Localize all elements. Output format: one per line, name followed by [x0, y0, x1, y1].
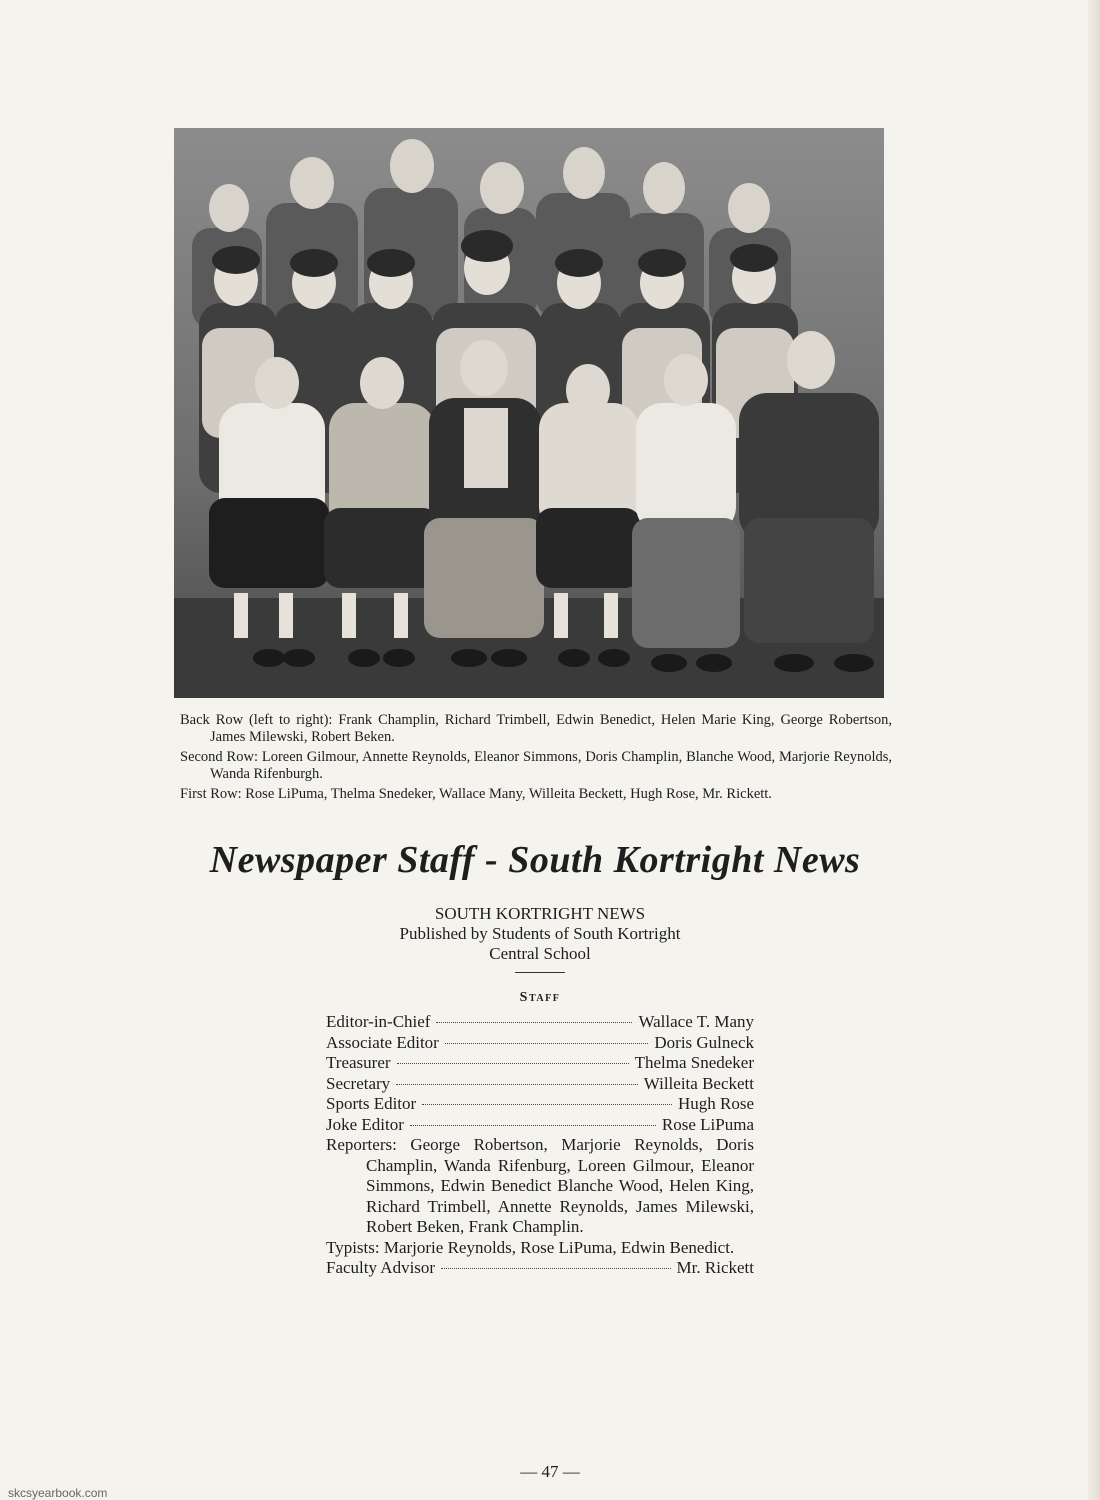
staff-role: Treasurer	[326, 1053, 391, 1072]
staff-role: Joke Editor	[326, 1114, 404, 1134]
footer-ornament-right: ––	[558, 1462, 580, 1481]
page-edge	[1088, 0, 1100, 1500]
staff-row	[326, 1012, 754, 1033]
staff-heading: Staff	[519, 990, 561, 1005]
staff-row	[326, 1074, 754, 1095]
group-photo	[174, 128, 884, 698]
leader-dots	[441, 1267, 670, 1269]
leader-dots	[445, 1042, 649, 1044]
staff-name: Rose LiPuma	[661, 1114, 754, 1134]
staff-row	[326, 1115, 754, 1136]
page-number-value: 47	[541, 1462, 559, 1481]
leader-dots	[397, 1062, 629, 1064]
staff-role: Sports Editor	[326, 1094, 417, 1113]
staff-row	[326, 1033, 754, 1054]
group-photo-illustration	[174, 128, 884, 698]
leader-dots	[396, 1083, 638, 1085]
footer-ornament-left: ––	[520, 1462, 542, 1481]
staff-role: Associate Editor	[326, 1032, 439, 1052]
leader-dots	[436, 1021, 632, 1023]
publication-block	[300, 904, 780, 979]
publication-line-2: Central School	[489, 944, 591, 963]
staff-list	[326, 1012, 754, 1279]
leader-dots	[422, 1103, 672, 1105]
photo-caption	[180, 712, 892, 806]
staff-name: Mr. Rickett	[676, 1258, 754, 1277]
staff-role: Editor-in-Chief	[326, 1012, 431, 1031]
staff-name: Hugh Rose	[677, 1094, 754, 1113]
staff-role: Secretary	[326, 1073, 391, 1093]
page-title: Newspaper Staff - South Kortright News	[209, 839, 861, 881]
publication-name: SOUTH KORTRIGHT NEWS	[434, 904, 646, 923]
caption-back-row: Back Row (left to right): Frank Champlin, Richard Trimbell, Edwin Benedict, Helen Marie King, George Robertson, James Milewski, Robert Beken.	[180, 712, 892, 745]
reporters-list: Reporters: George Robertson, Marjorie Reynolds, Doris Champlin, Wanda Rifenburg, Loreen Gilmour, Eleanor Simmons, Edwin Benedict Blanche Wood, Helen King, Richard Trimbell, Annette Reynolds, James Milewski, Robert Beken, Frank Champlin.	[326, 1135, 754, 1236]
staff-name: Doris Gulneck	[654, 1032, 754, 1052]
staff-name: Thelma Snedeker	[634, 1053, 754, 1072]
staff-row	[326, 1094, 754, 1115]
staff-row-advisor	[326, 1258, 754, 1279]
staff-row	[326, 1053, 754, 1074]
caption-first-row: First Row: Rose LiPuma, Thelma Snedeker, Wallace Many, Willeita Beckett, Hugh Rose, Mr. Rickett.	[180, 786, 772, 802]
caption-second-row: Second Row: Loreen Gilmour, Annette Reynolds, Eleanor Simmons, Doris Champlin, Blanche Wood, Marjorie Reynolds, Wanda Rifenburgh.	[180, 749, 892, 782]
staff-name: Wallace T. Many	[638, 1012, 754, 1031]
staff-name: Willeita Beckett	[643, 1073, 754, 1093]
page-number	[490, 1462, 610, 1482]
leader-dots	[410, 1124, 656, 1126]
watermark: skcsyearbook.com	[8, 1486, 108, 1500]
divider	[515, 972, 565, 973]
typists-list: Typists: Marjorie Reynolds, Rose LiPuma, Edwin Benedict.	[326, 1237, 735, 1257]
publication-line-1: Published by Students of South Kortright	[399, 924, 681, 943]
staff-role: Faculty Advisor	[326, 1258, 436, 1277]
